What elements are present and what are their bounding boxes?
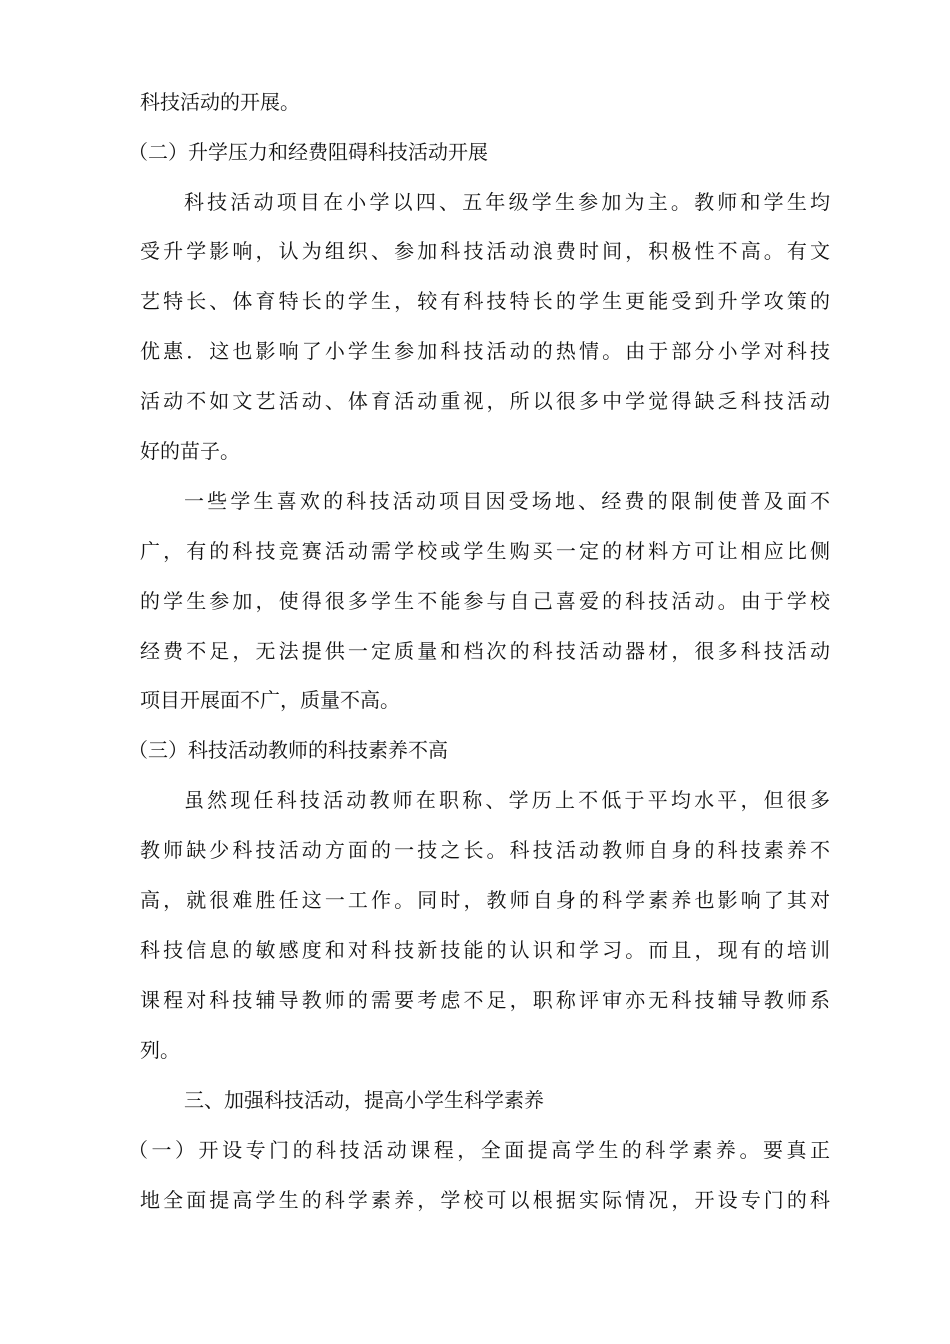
section-heading: （二）升学压力和经费阻碍科技活动开展 (128, 140, 488, 164)
text-line: 科技信息的敏感度和对科技新技能的认识和学习。而且，现有的培训 (140, 938, 830, 962)
text-line: 艺特长、体育特长的学生，较有科技特长的学生更能受到升学攻策的 (140, 289, 830, 313)
text-line: 教师缺少科技活动方面的一技之长。科技活动教师自身的科技素养不 (140, 838, 830, 862)
text-line: 课程对科技辅导教师的需要考虑不足，职称评审亦无科技辅导教师系 (140, 988, 830, 1012)
text-line: 好的苗子。 (140, 439, 240, 463)
text-line: 的学生参加，使得很多学生不能参与自己喜爱的科技活动。由于学校 (140, 589, 830, 613)
text-line: 科技活动的开展。 (140, 90, 300, 114)
section-heading: 三、加强科技活动，提高小学生科学素养 (184, 1088, 544, 1112)
text-line: 优惠．这也影响了小学生参加科技活动的热情。由于部分小学对科技 (140, 339, 830, 363)
text-line: 一些学生喜欢的科技活动项目因受场地、经费的限制使普及面不 (184, 489, 830, 513)
text-line: 虽然现任科技活动教师在职称、学历上不低于平均水平，但很多 (184, 788, 830, 812)
text-line: 高，就很难胜任这一工作。同时，教师自身的科学素养也影响了其对 (140, 888, 830, 912)
text-line: 项目开展面不广，质量不高。 (140, 688, 400, 712)
text-line: 活动不如文艺活动、体育活动重视，所以很多中学觉得缺乏科技活动 (140, 389, 830, 413)
text-line: （一）开设专门的科技活动课程，全面提高学生的科学素养。要真正 (128, 1138, 830, 1162)
text-line: 经费不足，无法提供一定质量和档次的科技活动器材，很多科技活动 (140, 639, 830, 663)
text-line: 地全面提高学生的科学素养，学校可以根据实际情况，开设专门的科 (140, 1188, 830, 1212)
text-line: 受升学影响，认为组织、参加科技活动浪费时间，积极性不高。有文 (140, 239, 830, 263)
text-line: 列。 (140, 1038, 180, 1062)
text-line: 广，有的科技竞赛活动需学校或学生购买一定的材料方可让相应比侧 (140, 539, 830, 563)
text-line: 科技活动项目在小学以四、五年级学生参加为主。教师和学生均 (184, 190, 830, 214)
section-heading: （三）科技活动教师的科技素养不高 (128, 738, 448, 762)
